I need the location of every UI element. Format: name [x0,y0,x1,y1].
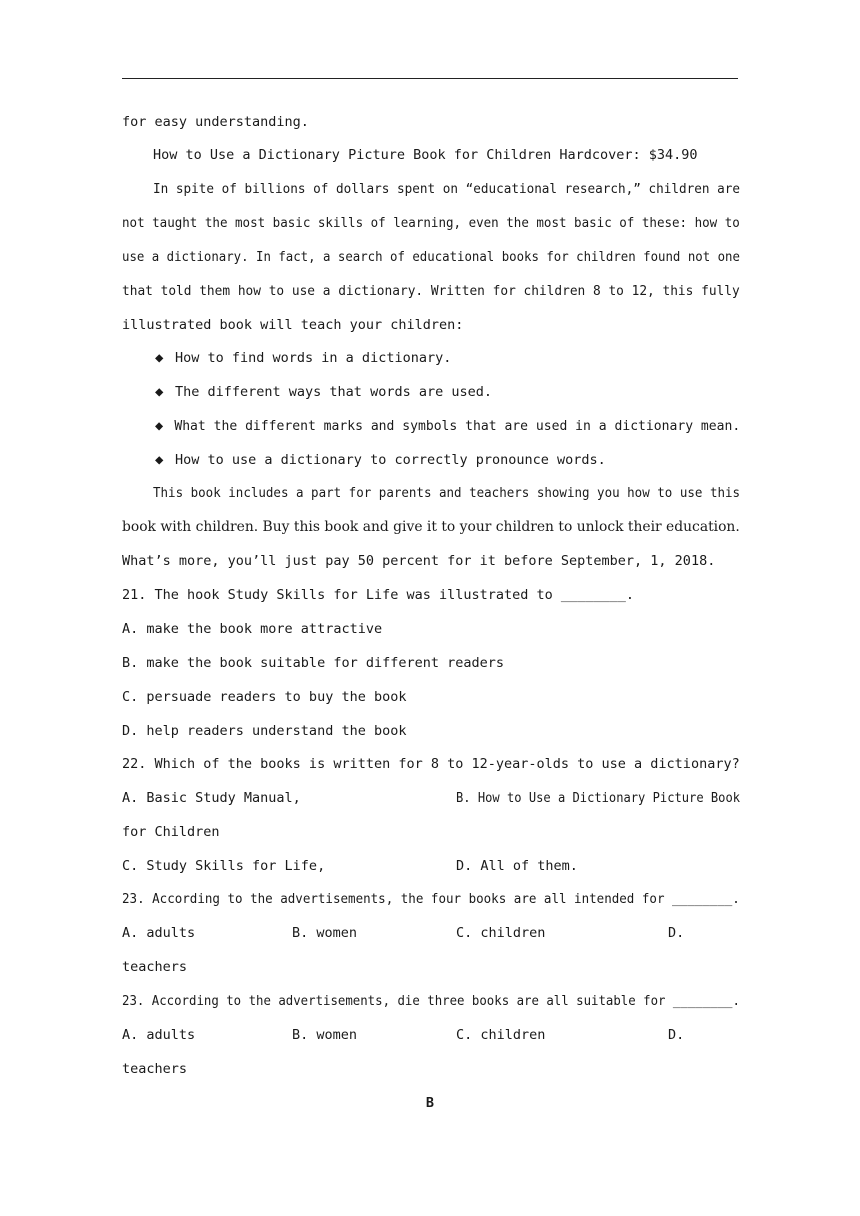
bullet-text: The different ways that words are used. [175,384,492,400]
paragraph-1-line: In spite of billions of dollars spent on “educational research,” children are [153,181,741,197]
bullet-item [155,417,740,435]
question-23a-option-d: D. [668,925,685,941]
paragraph-1-line: illustrated book will teach your children: [122,317,464,333]
question-23b-option-c: C. children [456,1027,546,1043]
book-title: How to Use a Dictionary Picture Book for Children Hardcover: $34.90 [153,147,698,163]
question-22-option-b: B. How to Use a Dictionary Picture Book [456,790,741,806]
paragraph-1-line: use a dictionary. In fact, a search of educational books for children found not one [122,249,740,265]
question-22-stem: 22. Which of the books is written for 8 to 12-year-olds to use a dictionary? [122,756,740,772]
diamond-bullet-icon: ◆ [155,452,164,468]
question-22-option-a: A. Basic Study Manual, [122,790,301,806]
question-23a-stem: 23. According to the advertisements, the four books are all intended for ________. [122,891,740,907]
question-21-option: C. persuade readers to buy the book [122,689,407,705]
question-21-stem: 21. The hook Study Skills for Life was illustrated to ________. [122,587,635,603]
diamond-bullet-icon: ◆ [155,350,164,366]
bullet-item [155,349,451,367]
question-23a-option-d-cont: teachers [122,959,188,975]
bullet-text: How to use a dictionary to correctly pronounce words. [175,452,606,468]
header-rule [122,78,738,79]
question-23b-option-d-cont: teachers [122,1061,188,1077]
question-23b-option-b: B. women [292,1027,358,1043]
question-23a-option-c: C. children [456,925,546,941]
paragraph-2-line: book with children. Buy this book and give it to your children to unlock their education. [122,519,740,535]
paragraph-1-line: not taught the most basic skills of learning, even the most basic of these: how to [122,215,740,231]
question-23a-option-a: A. adults [122,925,196,941]
bullet-item [155,451,606,469]
bullet-text: What the different marks and symbols that are used in a dictionary mean. [174,418,741,434]
paragraph-1-line: that told them how to use a dictionary. Written for children 8 to 12, this fully [122,283,740,299]
question-22-option-b-cont: for Children [122,824,220,840]
diamond-bullet-icon: ◆ [155,418,164,434]
paragraph-2-line: What’s more, you’ll just pay 50 percent for it before September, 1, 2018. [122,553,716,569]
paragraph-2-line: This book includes a part for parents and teachers showing you how to use this [153,485,741,501]
bullet-item [155,383,492,401]
question-21-option: B. make the book suitable for different readers [122,655,505,671]
question-22-option-c: C. Study Skills for Life, [122,858,326,874]
question-21-option: A. make the book more attractive [122,621,383,637]
question-22-option-d: D. All of them. [456,858,578,874]
diamond-bullet-icon: ◆ [155,384,164,400]
question-21-option: D. help readers understand the book [122,723,407,739]
question-23b-option-d: D. [668,1027,685,1043]
question-23b-option-a: A. adults [122,1027,196,1043]
question-23a-option-b: B. women [292,925,358,941]
bullet-text: How to find words in a dictionary. [175,350,452,366]
question-23b-stem: 23. According to the advertisements, die three books are all suitable for ________. [122,993,740,1009]
section-label: B [425,1095,435,1111]
continuation-line: for easy understanding. [122,114,309,130]
